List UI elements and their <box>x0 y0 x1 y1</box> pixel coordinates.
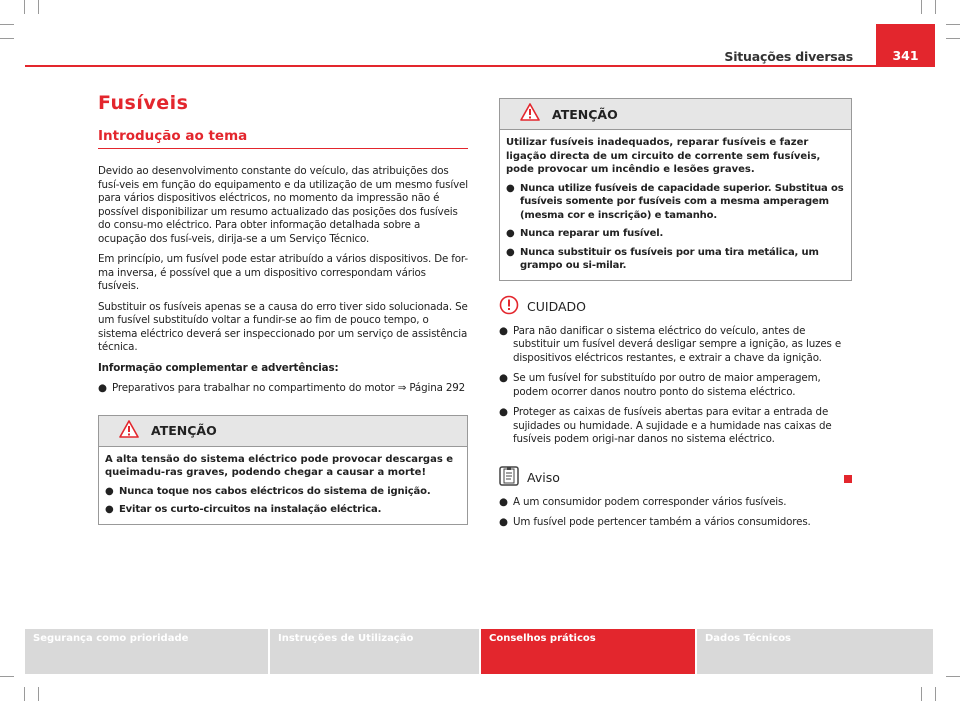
warning-header <box>500 99 851 130</box>
list-item <box>506 246 845 273</box>
list-item <box>499 325 852 366</box>
warning-header <box>99 416 467 447</box>
info-heading: Informação complementar e advertências: <box>98 361 339 374</box>
bullet-dot: ● <box>499 495 508 508</box>
caution-header <box>499 295 852 319</box>
bullet-dot: ● <box>98 382 107 394</box>
crop-mark <box>24 687 25 701</box>
warning-triangle-icon <box>520 103 540 125</box>
footer-tab-instrucoes[interactable]: Instruções de Utilização <box>270 629 479 674</box>
crop-mark <box>935 0 936 14</box>
warning-box <box>98 415 468 525</box>
page-number: 341 <box>876 24 935 67</box>
bullet-dot: ● <box>499 406 508 418</box>
list-item <box>499 406 852 447</box>
list-item <box>105 503 461 517</box>
list-item <box>506 227 845 241</box>
list-item <box>499 372 852 399</box>
cross-reference-link[interactable]: Preparativos para trabalhar no compartimento do motor ⇒ Página 292 <box>112 382 466 394</box>
crop-mark <box>38 0 39 14</box>
bullet-dot: ● <box>499 372 508 384</box>
note-bullet-text: Um fusível pode pertencer também a vários consumidores. <box>513 516 811 528</box>
warning-box <box>499 98 852 281</box>
header-rule <box>25 65 935 67</box>
warning-bullet-text: Nunca substituir os fusíveis por uma tira metálica, um grampo ou si-milar. <box>520 246 819 271</box>
crop-mark <box>0 24 14 25</box>
list-item <box>105 485 461 499</box>
running-header-title: Situações diversas <box>724 49 853 64</box>
footer-tab-bar <box>25 629 935 674</box>
warning-bullet-text: Nunca reparar um fusível. <box>520 228 664 239</box>
footer-tab-seguranca[interactable]: Segurança como prioridade <box>25 629 268 674</box>
caution-bullet-text: Se um fusível for substituído por outro de maior amperagem, podem ocorrer danos noutro ponto do sistema eléctrico. <box>513 372 821 398</box>
list-item <box>506 182 845 223</box>
section-title: Introdução ao tema <box>98 128 468 149</box>
list-item <box>499 516 852 530</box>
bullet-dot: ● <box>506 228 515 239</box>
crop-mark <box>946 24 960 25</box>
note-bullet-text: A um consumidor podem corresponder vários fusíveis. <box>513 495 787 508</box>
warning-body <box>99 447 467 524</box>
warning-bullet-text: Nunca utilize fusíveis de capacidade superior. Substitua os fusíveis somente por fusíveis com a mesma amperagem (mesma cor e inscrição) e tamanho. <box>520 182 844 221</box>
warning-bullet-text: Nunca toque nos cabos eléctricos do sistema de ignição. <box>119 485 431 497</box>
list-item <box>98 382 468 396</box>
crop-mark <box>921 0 922 14</box>
bullet-dot: ● <box>105 485 114 497</box>
crop-mark <box>0 38 14 39</box>
section-end-marker <box>844 475 852 483</box>
crop-mark <box>935 687 936 701</box>
caution-circle-icon <box>499 295 519 319</box>
bullet-dot: ● <box>499 324 508 337</box>
caution-label: CUIDADO <box>527 299 586 314</box>
crop-mark <box>0 676 14 677</box>
warning-triangle-icon <box>119 420 139 442</box>
note-label: Aviso <box>527 470 560 485</box>
warning-text: A alta tensão do sistema eléctrico pode provocar descargas e queimadu-ras graves, podendo chegar a causar a morte! <box>105 453 454 478</box>
crop-mark <box>946 676 960 677</box>
bullet-dot: ● <box>506 246 515 258</box>
right-column <box>499 98 852 537</box>
paragraph: Devido ao desenvolvimento constante do veículo, das atribuições dos fusí-veis em função do equipamento e da utilização de um mesmo fusível para vários dispositivos eléctricos, no momento da impressão não é possível disponibilizar um resumo actualizado das posições dos fusíveis do consu-mo eléctrico. Para obter informação detalhada sobre a ocupação dos fusí-veis, dirija-se a um Serviço Técnico. <box>98 165 468 245</box>
crop-mark <box>946 38 960 39</box>
crop-mark <box>921 687 922 701</box>
footer-tab-conselhos[interactable]: Conselhos práticos <box>481 629 695 674</box>
paragraph: Em princípio, um fusível pode estar atribuído a vários dispositivos. De for-ma inversa, é possível que a um dispositivo correspondam vários fusíveis. <box>98 253 468 292</box>
list-item <box>499 496 852 510</box>
crop-mark <box>38 687 39 701</box>
bullet-dot: ● <box>506 182 515 194</box>
note-header <box>499 466 852 490</box>
warning-label: ATENÇÃO <box>552 106 618 122</box>
warning-label: ATENÇÃO <box>151 423 217 438</box>
chapter-title: Fusíveis <box>98 92 189 114</box>
footer-tab-dados[interactable]: Dados Técnicos <box>697 629 933 674</box>
warning-text: Utilizar fusíveis inadequados, reparar fusíveis e fazer ligação directa de um circuito de corrente sem fusíveis, pode provocar um incêndio e lesões graves. <box>506 137 821 175</box>
warning-body <box>500 130 851 280</box>
caution-bullet-text: Para não danificar o sistema eléctrico do veículo, antes de substituir um fusível deverá desligar sempre a ignição, as luzes e dispositivos eléctricos restantes, e extrair a chave da ignição. <box>513 324 842 364</box>
warning-bullet-text: Evitar os curto-circuitos na instalação eléctrica. <box>119 504 382 515</box>
bullet-dot: ● <box>499 516 508 528</box>
bullet-dot: ● <box>105 504 114 515</box>
caution-bullet-text: Proteger as caixas de fusíveis abertas para evitar a entrada de sujidades ou humidade. A sujidade e a humidade nas caixas de fusíveis podem origi-nar danos no sistema eléctrico. <box>513 406 832 445</box>
note-icon <box>499 466 519 490</box>
crop-mark <box>24 0 25 14</box>
paragraph: Substituir os fusíveis apenas se a causa do erro tiver sido solucionada. Se um fusível substituído voltar a fundir-se ao fim de pouco tempo, o sistema eléctrico deverá ser inspeccionado por um serviço de assistência técnica. <box>98 300 468 353</box>
left-column <box>98 92 468 525</box>
